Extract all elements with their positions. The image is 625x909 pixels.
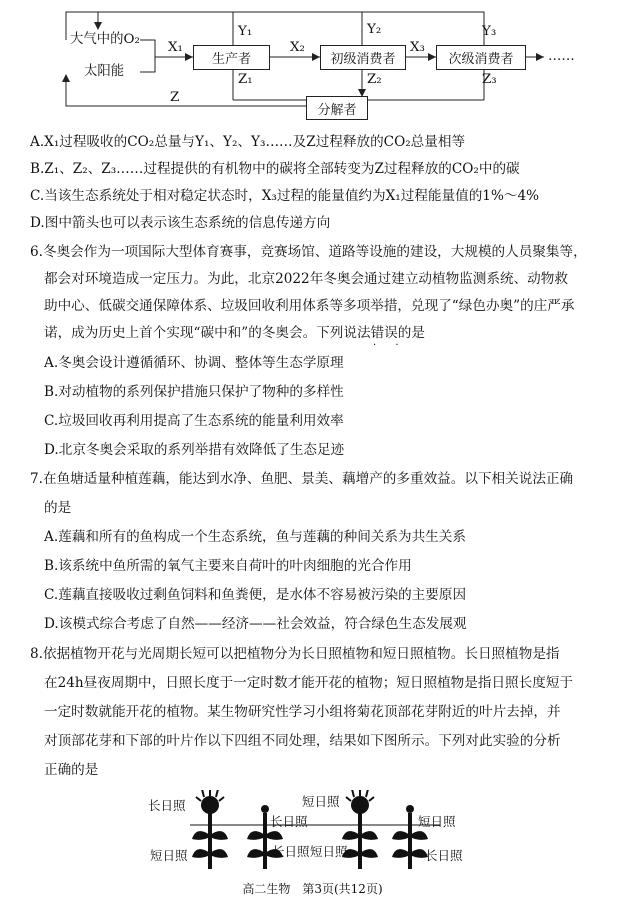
z-label: Z: [170, 90, 180, 105]
q6-stem-line-4: 诺，成为历史上首个实现“碳中和”的冬奥会。下列说法错误的是: [44, 325, 425, 341]
q6-option-c: C.垃圾回收再利用提高了生态系统的能量利用效率: [44, 413, 344, 429]
q6-stem-line-3: 助中心、低碳交通保障体系、垃圾回收利用体系等多项举措，兑现了“绿色办奥”的庄严承: [44, 298, 575, 314]
q8-stem-line-3: 一定时数就能开花的植物。某生物研究性学习小组将菊花顶部花芽附近的叶片去掉，并: [44, 704, 561, 720]
page-footer: 高二生物 第3页(共12页): [242, 882, 383, 896]
z3-label: Z₃: [482, 72, 497, 87]
q5-option-d: D.图中箭头也可以表示该生态系统的信息传递方向: [30, 215, 331, 231]
decomposer-box: 分解者: [306, 96, 368, 120]
fig-p2-bottom: 长日照: [272, 844, 310, 859]
q5-option-a: A.X₁过程吸收的CO₂总量与Y₁、Y₂、Y₃……及Z过程释放的CO₂总量相等: [30, 134, 466, 150]
q5-option-c: C.当该生态系统处于相对稳定状态时，X₃过程的能量值约为X₁过程能量值的1%～4%: [30, 188, 540, 204]
q6-option-a: A.冬奥会设计遵循循环、协调、整体等生态学原理: [44, 355, 344, 371]
primary-consumer-box: 初级消费者: [320, 45, 406, 70]
q8-stem-line-4: 对顶部花芽和下部的叶片作以下四组不同处理，结果如下图所示。下列对此实验的分析: [44, 733, 561, 749]
plant-1: [192, 790, 228, 869]
q7-stem-line-1: 7.在鱼塘适量种植莲藕，能达到水净、鱼肥、景美、藕增产的多重效益。以下相关说法正确: [30, 471, 574, 487]
q5-option-b: B.Z₁、Z₂、Z₃……过程提供的有机物中的碳将全部转变为Z过程释放的CO₂中的碳: [30, 161, 520, 177]
y1-label: Y₁: [238, 24, 253, 39]
y2-label: Y₂: [367, 22, 382, 37]
q7-option-d: D.该模式综合考虑了自然——经济——社会效益，符合绿色生态发展观: [44, 616, 467, 632]
fig-p4-bottom: 长日照: [425, 848, 463, 863]
fig-p1-top: 长日照: [148, 798, 186, 813]
producer-box: 生产者: [193, 45, 270, 70]
q6-stem-line-1: 6.冬奥会作为一项国际大型体育赛事，竞赛场馆、道路等设施的建设，大规模的人员聚集等，: [30, 244, 587, 260]
q7-option-b: B.该系统中鱼所需的氧气主要来自荷叶的叶肉细胞的光合作用: [44, 558, 412, 574]
x3-label: X₃: [410, 40, 425, 55]
q7-option-c: C.莲藕直接吸收过剩鱼饲料和鱼粪便，是水体不容易被污染的主要原因: [44, 587, 467, 603]
secondary-consumer-box: 次级消费者: [436, 45, 526, 70]
q6-option-b: B.对动植物的系列保护措施只保护了物种的多样性: [44, 384, 344, 400]
ellipsis: ……: [548, 49, 575, 64]
q7-stem-line-2: 的是: [44, 500, 72, 516]
fig-p3-top: 短日照: [302, 794, 340, 809]
q8-stem-line-5: 正确的是: [44, 762, 99, 778]
fig-p2-top: 长日照: [270, 814, 308, 829]
q7-option-a: A.莲藕和所有的鱼构成一个生态系统，鱼与莲藕的种间关系为共生关系: [44, 529, 466, 545]
q8-stem-line-1: 8.依据植物开花与光周期长短可以把植物分为长日照植物和短日照植物。长日照植物是指: [30, 646, 560, 662]
q6-stem-line-2: 都会对环境造成一定压力。为此，北京2022年冬奥会通过建立动植物监测系统、动物救: [44, 271, 568, 287]
q8-stem-line-2: 在24h昼夜周期中，日照长度于一定时数才能开花的植物；短日照植物是指日照长度短于: [44, 675, 574, 691]
fig-p3-bottom: 短日照: [310, 844, 348, 859]
z2-label: Z₂: [367, 72, 382, 87]
z1-label: Z₁: [238, 72, 253, 87]
x2-label: X₂: [290, 40, 305, 55]
fig-p1-bottom: 短日照: [150, 848, 188, 863]
y3-label: Y₃: [482, 24, 497, 39]
q6-option-d: D.北京冬奥会采取的系列举措有效降低了生态足迹: [44, 442, 345, 458]
sun-label: 太阳能: [84, 64, 125, 79]
x1-label: X₁: [168, 40, 183, 55]
emphasis-dots: · ·: [373, 340, 407, 351]
fig-p4-top: 短日照: [418, 814, 456, 829]
o2-label: 大气中的O₂: [70, 32, 140, 47]
